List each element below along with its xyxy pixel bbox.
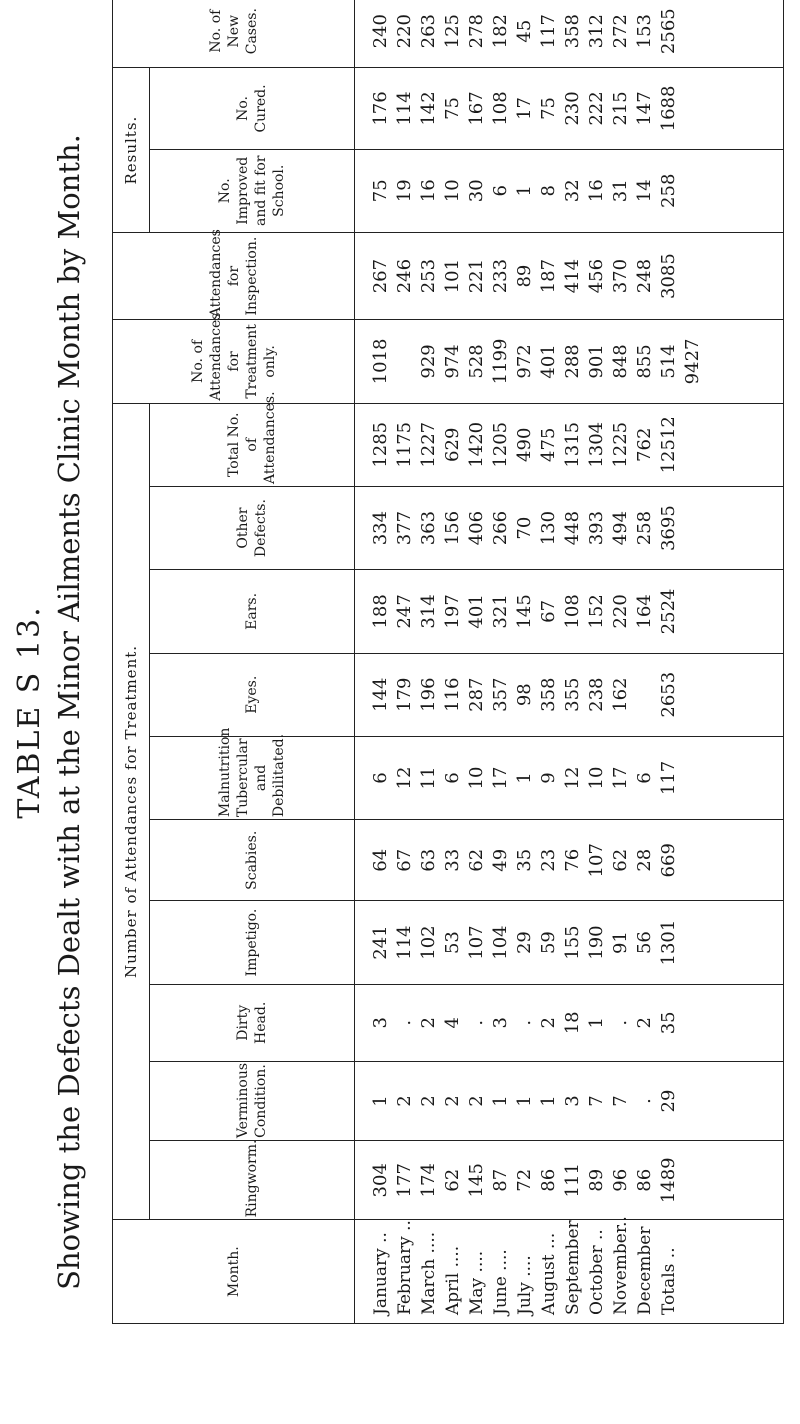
table-cell: 490 bbox=[514, 427, 535, 462]
table-cell: 130 bbox=[538, 510, 559, 546]
header-improved: No. Improved and fit for School. bbox=[150, 149, 355, 232]
table-cell: 2 bbox=[538, 1017, 559, 1029]
table-cell: June .... bbox=[491, 1249, 511, 1315]
new-cases-column bbox=[355, 0, 784, 68]
table-cell: October .. bbox=[587, 1229, 607, 1315]
scabies-column bbox=[355, 820, 784, 901]
table-cell: 8 bbox=[538, 185, 559, 197]
table-subtitle: Showing the Defects Dealt with at the Minor Ailments Clinic Month by Month. bbox=[52, 134, 86, 1290]
table-cell: 190 bbox=[586, 925, 607, 960]
table-cell: 167 bbox=[466, 91, 487, 126]
table-cell: 156 bbox=[442, 510, 463, 546]
table-cell: 357 bbox=[490, 677, 511, 712]
table-cell: 1175 bbox=[394, 421, 415, 468]
table-cell: 49 bbox=[490, 848, 511, 872]
table-cell: 76 bbox=[562, 848, 583, 872]
title-block bbox=[0, 0, 96, 1424]
table-cell: 3 bbox=[490, 1017, 511, 1029]
table-cell: 17 bbox=[610, 766, 631, 790]
treatment-only-column bbox=[355, 320, 784, 403]
table-cell: 145 bbox=[466, 1163, 487, 1198]
table-cell: 28 bbox=[634, 848, 655, 872]
table-cell: 86 bbox=[634, 1168, 655, 1192]
table-cell: March .... bbox=[419, 1231, 439, 1315]
table-cell: 3 bbox=[562, 1095, 583, 1107]
table-cell: 629 bbox=[442, 427, 463, 462]
table-cell: 45 bbox=[514, 19, 535, 43]
table-cell: 406 bbox=[466, 510, 487, 546]
ringworm-column bbox=[355, 1141, 784, 1220]
table-cell: 1227 bbox=[418, 421, 439, 468]
table-cell: 162 bbox=[610, 677, 631, 712]
table-cell: 267 bbox=[370, 258, 391, 294]
table-cell: 494 bbox=[610, 510, 631, 546]
table-cell: 9427 bbox=[682, 338, 703, 385]
table-cell: 164 bbox=[634, 594, 655, 629]
table-cell: 240 bbox=[370, 13, 391, 49]
table-cell: 12 bbox=[562, 766, 583, 790]
table-cell: 312 bbox=[586, 13, 607, 49]
table-cell: 363 bbox=[418, 510, 439, 546]
table-cell: 2 bbox=[466, 1095, 487, 1107]
table-cell: 17 bbox=[514, 97, 535, 120]
table-cell: 2 bbox=[394, 1095, 415, 1107]
table-cell: 3695 bbox=[658, 505, 679, 552]
table-cell: 14 bbox=[634, 179, 655, 203]
table-cell: 11 bbox=[418, 766, 439, 790]
table-cell: 104 bbox=[490, 925, 511, 960]
dirty-head-column bbox=[355, 984, 784, 1061]
header-other-defects: Other Defects. bbox=[150, 486, 355, 569]
table-cell: 87 bbox=[490, 1168, 511, 1192]
table-cell: 401 bbox=[466, 594, 487, 629]
header-scabies: Scabies. bbox=[150, 820, 355, 901]
header-new-cases: No. of New Cases. bbox=[113, 0, 355, 68]
table-cell: 23 bbox=[538, 848, 559, 872]
table-cell: 1 bbox=[514, 185, 535, 197]
table-cell: 1205 bbox=[490, 421, 511, 468]
header-eyes: Eyes. bbox=[150, 653, 355, 736]
table-cell: 2565 bbox=[658, 8, 679, 55]
table-cell: April .... bbox=[443, 1245, 463, 1315]
table-cell: . bbox=[466, 1019, 487, 1026]
table-cell: 29 bbox=[514, 931, 535, 955]
table-cell: 91 bbox=[610, 931, 631, 955]
table-cell: February .. bbox=[395, 1220, 415, 1315]
table-cell: 114 bbox=[394, 91, 415, 126]
table-cell: 6 bbox=[442, 772, 463, 784]
table-cell: 72 bbox=[514, 1168, 535, 1192]
table-cell: 278 bbox=[466, 13, 487, 49]
table-cell: Totals .. bbox=[659, 1247, 679, 1315]
table-cell: 153 bbox=[634, 13, 655, 49]
header-dirty-head: Dirty Head. bbox=[150, 984, 355, 1061]
header-verminous: Verminous Condition. bbox=[150, 1061, 355, 1140]
table-cell: 393 bbox=[586, 510, 607, 546]
table-cell: 67 bbox=[394, 848, 415, 872]
table-cell: 144 bbox=[370, 677, 391, 712]
table-cell: 1 bbox=[514, 1095, 535, 1107]
table-cell: 33 bbox=[442, 848, 463, 872]
table-cell: 62 bbox=[610, 848, 631, 872]
table-cell: 321 bbox=[490, 594, 511, 629]
table-cell: 89 bbox=[514, 264, 535, 288]
inspection-column bbox=[355, 232, 784, 319]
table-cell: 2 bbox=[418, 1095, 439, 1107]
table-cell: 233 bbox=[490, 258, 511, 294]
table-cell: 370 bbox=[610, 258, 631, 294]
group-results: Results. bbox=[113, 68, 150, 233]
table-cell: 929 bbox=[418, 344, 439, 379]
table-cell: 96 bbox=[610, 1168, 631, 1192]
table-cell: 1 bbox=[538, 1095, 559, 1107]
table-cell: 1 bbox=[514, 772, 535, 784]
table-cell: 2 bbox=[442, 1095, 463, 1107]
table-cell: 188 bbox=[370, 594, 391, 629]
table-cell: 1 bbox=[490, 1095, 511, 1107]
impetigo-column bbox=[355, 901, 784, 984]
table-cell: 1225 bbox=[610, 421, 631, 468]
table-cell: 111 bbox=[562, 1163, 583, 1198]
table-cell: 196 bbox=[418, 677, 439, 712]
table-cell: 1315 bbox=[562, 421, 583, 468]
table-cell: 1489 bbox=[658, 1157, 679, 1204]
table-cell: 241 bbox=[370, 925, 391, 960]
table-cell: 2524 bbox=[658, 588, 679, 635]
verminous-column bbox=[355, 1061, 784, 1140]
improved-column bbox=[355, 149, 784, 232]
table-cell: 401 bbox=[538, 344, 559, 379]
table-cell: 1285 bbox=[370, 421, 391, 468]
table-cell: 70 bbox=[514, 516, 535, 540]
header-total-attendances: Total No. of Attendances. bbox=[150, 403, 355, 486]
table-cell: July .... bbox=[515, 1255, 535, 1315]
table-cell: 155 bbox=[562, 925, 583, 960]
table-cell: 1 bbox=[370, 1095, 391, 1107]
table-cell: 358 bbox=[562, 13, 583, 49]
table-cell: 116 bbox=[442, 677, 463, 712]
table-cell: 4 bbox=[442, 1017, 463, 1029]
table-cell: 30 bbox=[466, 179, 487, 203]
table-cell: 177 bbox=[394, 1163, 415, 1198]
table-cell: . bbox=[634, 1098, 655, 1104]
table-cell: 67 bbox=[538, 599, 559, 623]
table-cell: 107 bbox=[586, 843, 607, 878]
table-cell: 258 bbox=[634, 510, 655, 546]
other-defects-column bbox=[355, 486, 784, 569]
defects-table bbox=[112, 0, 784, 1324]
table-cell: 6 bbox=[370, 772, 391, 784]
table-cell: 230 bbox=[562, 91, 583, 126]
table-cell: 102 bbox=[418, 925, 439, 960]
table-cell: 222 bbox=[586, 91, 607, 126]
table-cell: 528 bbox=[466, 344, 487, 379]
table-cell: 246 bbox=[394, 258, 415, 294]
table-cell: 29 bbox=[658, 1089, 679, 1113]
table-cell: 414 bbox=[562, 258, 583, 294]
table-cell: 125 bbox=[442, 13, 463, 49]
table-cell: 272 bbox=[610, 13, 631, 49]
group-attendances: Number of Attendances for Treatment. bbox=[113, 403, 150, 1220]
table-cell: 448 bbox=[562, 510, 583, 546]
table-cell: 3 bbox=[370, 1017, 391, 1029]
table-cell: 18 bbox=[562, 1011, 583, 1035]
table-cell: 117 bbox=[658, 760, 679, 796]
table-cell: 10 bbox=[466, 766, 487, 790]
table-cell: 179 bbox=[394, 677, 415, 712]
table-cell: 1688 bbox=[658, 85, 679, 132]
table-cell: November.. bbox=[611, 1216, 631, 1315]
table-cell: 147 bbox=[634, 91, 655, 126]
table-cell: 215 bbox=[610, 91, 631, 126]
table-cell: 62 bbox=[466, 848, 487, 872]
cured-column bbox=[355, 68, 784, 149]
table-cell: 98 bbox=[514, 683, 535, 707]
table-cell: 107 bbox=[466, 925, 487, 960]
table-cell: 514 bbox=[658, 344, 679, 379]
table-cell: 3085 bbox=[658, 253, 679, 299]
total-attendances-column bbox=[355, 403, 784, 486]
table-cell: 304 bbox=[370, 1163, 391, 1198]
table-cell: 7 bbox=[610, 1095, 631, 1107]
table-cell bbox=[393, 320, 417, 402]
table-cell: 1304 bbox=[586, 421, 607, 468]
header-malnutrition: Malnutrition Tubercular and Debilitated. bbox=[150, 736, 355, 819]
table-cell: 355 bbox=[562, 677, 583, 712]
table-cell: 89 bbox=[586, 1168, 607, 1192]
table-cell: 288 bbox=[562, 344, 583, 379]
table-cell: 848 bbox=[610, 344, 631, 379]
table-cell: 117 bbox=[538, 13, 559, 49]
table-cell: 258 bbox=[658, 173, 679, 208]
table-cell: 56 bbox=[634, 931, 655, 955]
month-column bbox=[355, 1216, 784, 1324]
table-cell: 108 bbox=[562, 594, 583, 629]
table-cell: 1199 bbox=[490, 338, 511, 385]
header-treatment-only: No. of Attendances for Treatment only. bbox=[113, 320, 355, 403]
table-cell bbox=[633, 654, 657, 736]
table-cell: 2 bbox=[634, 1017, 655, 1029]
table-cell: 238 bbox=[586, 677, 607, 712]
table-cell: 248 bbox=[634, 258, 655, 294]
table-cell: 16 bbox=[586, 179, 607, 203]
table-cell: 334 bbox=[370, 510, 391, 546]
table-cell: 247 bbox=[394, 594, 415, 629]
header-month: Month. bbox=[113, 1220, 355, 1324]
table-cell: September bbox=[563, 1220, 583, 1315]
header-cured: No. Cured. bbox=[150, 68, 355, 149]
table-cell: 182 bbox=[490, 13, 511, 49]
malnutrition-column bbox=[355, 736, 784, 819]
table-cell: 10 bbox=[442, 179, 463, 203]
table-cell: 287 bbox=[466, 677, 487, 712]
table-cell: 35 bbox=[514, 848, 535, 872]
header-impetigo: Impetigo. bbox=[150, 901, 355, 984]
table-cell: 314 bbox=[418, 594, 439, 629]
table-cell: December bbox=[635, 1226, 655, 1315]
table-cell: August ... bbox=[539, 1232, 559, 1315]
table-cell: 152 bbox=[586, 594, 607, 629]
table-cell: 75 bbox=[370, 179, 391, 203]
table-cell: 901 bbox=[586, 344, 607, 379]
table-cell: 16 bbox=[418, 179, 439, 203]
table-cell: 475 bbox=[538, 427, 559, 462]
table-cell: 221 bbox=[466, 258, 487, 294]
table-cell: 108 bbox=[490, 91, 511, 126]
table-cell: 358 bbox=[538, 677, 559, 712]
table-cell: 7 bbox=[586, 1095, 607, 1107]
table-cell: 12512 bbox=[658, 416, 679, 474]
table-cell: . bbox=[514, 1019, 535, 1026]
table-cell: 32 bbox=[562, 179, 583, 203]
table-cell: 377 bbox=[394, 510, 415, 546]
eyes-column bbox=[355, 653, 784, 736]
table-cell: 75 bbox=[538, 97, 559, 120]
table-cell: 63 bbox=[418, 848, 439, 872]
header-inspection: Attendances for Inspection. bbox=[113, 232, 355, 319]
table-cell: 253 bbox=[418, 258, 439, 294]
table-cell: 266 bbox=[490, 510, 511, 546]
table-cell: 1018 bbox=[370, 338, 391, 385]
table-cell: 62 bbox=[442, 1168, 463, 1192]
table-cell: 101 bbox=[442, 258, 463, 294]
table-cell: 263 bbox=[418, 13, 439, 49]
table-cell: 53 bbox=[442, 931, 463, 955]
table-cell: 142 bbox=[418, 91, 439, 126]
table-cell: 2 bbox=[418, 1017, 439, 1029]
table-cell: 75 bbox=[442, 97, 463, 120]
table-cell: 17 bbox=[490, 766, 511, 790]
table-cell: 35 bbox=[658, 1011, 679, 1035]
table-cell: 1420 bbox=[466, 421, 487, 468]
table-cell: 1 bbox=[586, 1017, 607, 1029]
table-cell: 114 bbox=[394, 925, 415, 960]
table-cell: 6 bbox=[634, 772, 655, 784]
table-cell: 762 bbox=[634, 427, 655, 462]
table-cell: 197 bbox=[442, 594, 463, 629]
table-cell: 2653 bbox=[658, 671, 679, 718]
table-cell: 10 bbox=[586, 766, 607, 790]
table-cell: 6 bbox=[490, 185, 511, 197]
table-cell: January .. bbox=[371, 1232, 391, 1315]
table-cell: 9 bbox=[538, 772, 559, 784]
table-cell: 19 bbox=[394, 179, 415, 203]
table-cell: 220 bbox=[610, 594, 631, 629]
table-cell: 86 bbox=[538, 1168, 559, 1192]
table-cell: . bbox=[394, 1019, 415, 1026]
table-cell: 972 bbox=[514, 344, 535, 379]
table-cell: 669 bbox=[658, 843, 679, 878]
table-cell: 59 bbox=[538, 931, 559, 955]
table-label: TABLE S 13. bbox=[12, 605, 47, 819]
table-cell: 1301 bbox=[658, 919, 679, 966]
table-cell: May .... bbox=[467, 1250, 487, 1315]
header-ringworm: Ringworm. bbox=[150, 1141, 355, 1220]
table-cell: 187 bbox=[538, 258, 559, 294]
table-cell: 31 bbox=[610, 179, 631, 203]
table-cell: 974 bbox=[442, 344, 463, 379]
ears-column bbox=[355, 570, 784, 653]
table-cell: 12 bbox=[394, 766, 415, 790]
table-cell: . bbox=[610, 1019, 631, 1026]
table-cell: 456 bbox=[586, 258, 607, 294]
table-cell: 176 bbox=[370, 91, 391, 126]
table-cell: 174 bbox=[418, 1163, 439, 1198]
table-cell: 64 bbox=[370, 848, 391, 872]
header-ears: Ears. bbox=[150, 570, 355, 653]
table-cell: 855 bbox=[634, 344, 655, 379]
table-cell: 145 bbox=[514, 594, 535, 629]
table-cell: 220 bbox=[394, 13, 415, 49]
